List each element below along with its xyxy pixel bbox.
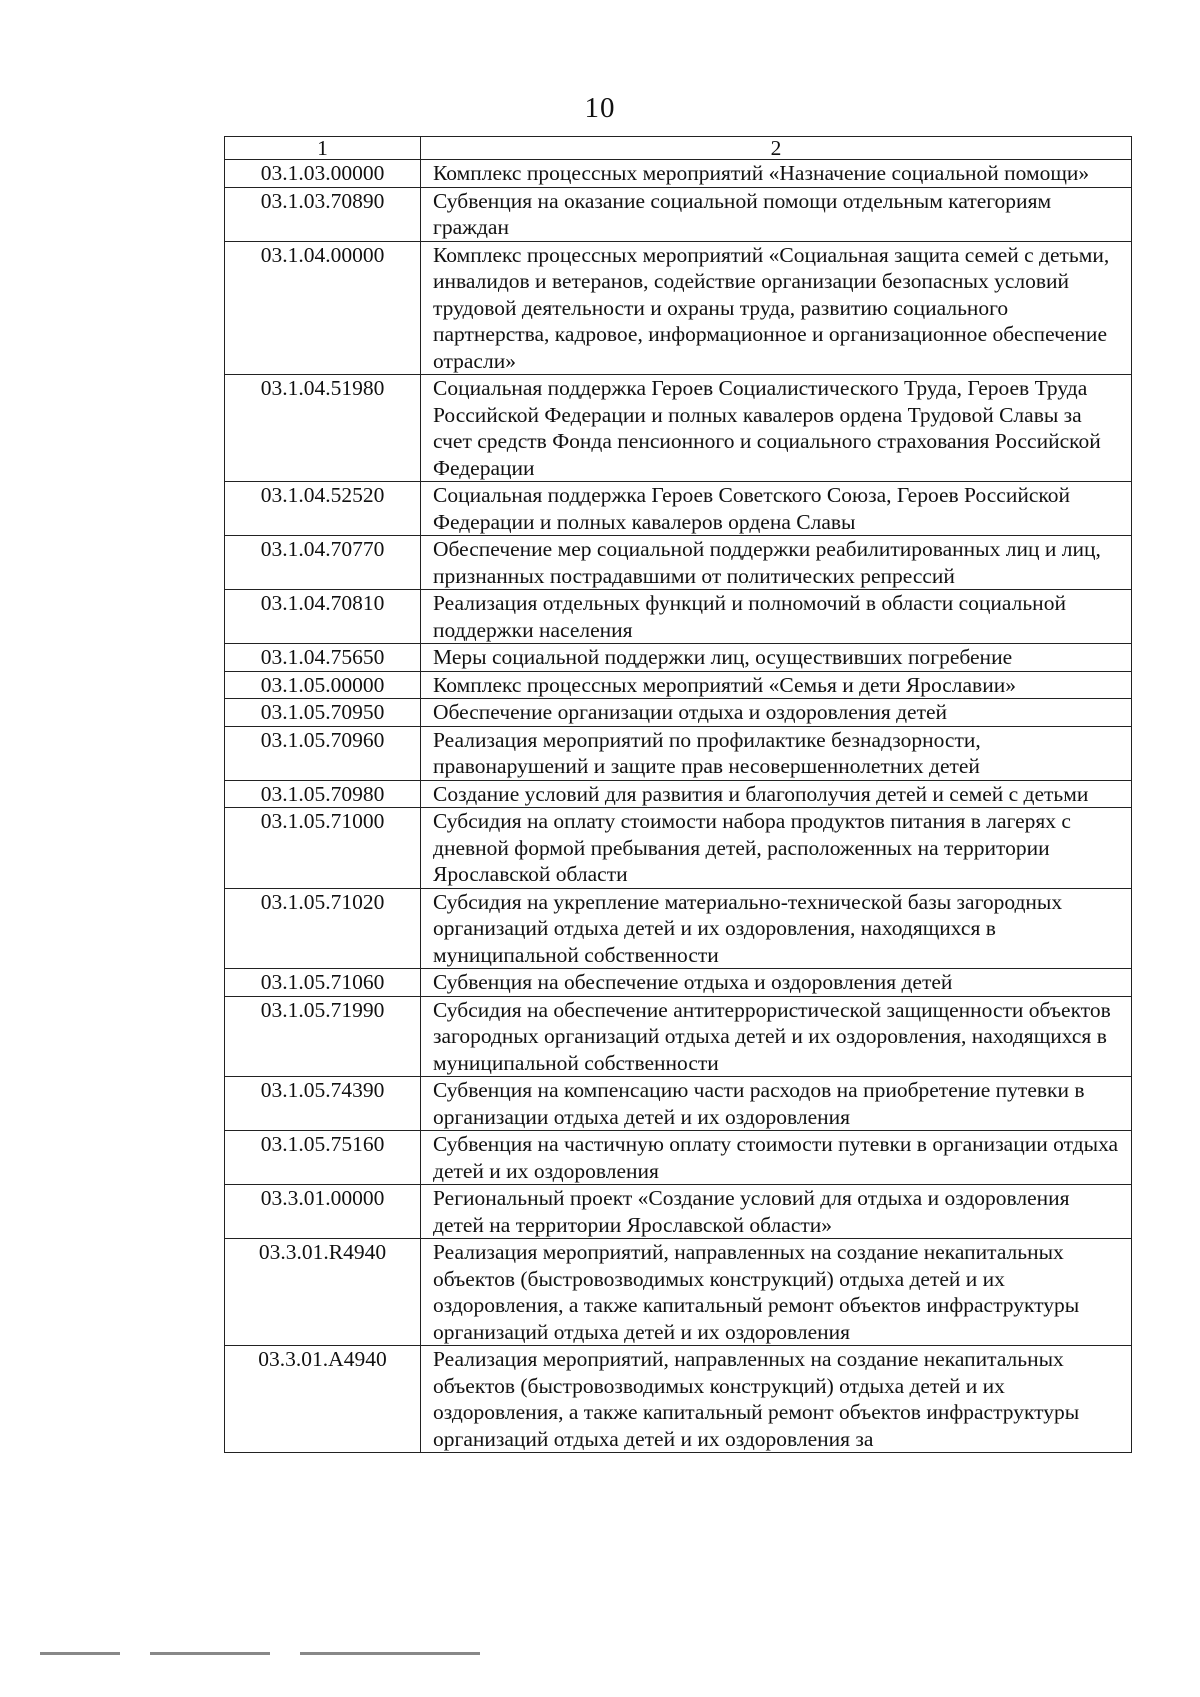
row-code: 03.1.03.70890 bbox=[225, 187, 421, 241]
table-row bbox=[225, 780, 1132, 808]
table-body bbox=[225, 160, 1132, 1453]
table-row bbox=[225, 888, 1132, 969]
table-row bbox=[225, 1239, 1132, 1346]
row-description: Социальная поддержка Героев Советского Союза, Героев Российской Федерации и полных кавалеров ордена Славы bbox=[421, 482, 1132, 536]
row-code: 03.1.04.70810 bbox=[225, 590, 421, 644]
row-code: 03.1.05.71020 bbox=[225, 888, 421, 969]
column-header-description: 2 bbox=[421, 137, 1132, 160]
table-header-row bbox=[225, 137, 1132, 160]
row-code: 03.3.01.A4940 bbox=[225, 1346, 421, 1453]
row-description: Реализация мероприятий, направленных на создание некапитальных объектов (быстровозводимых конструкций) отдыха детей и их оздоровления, а также капитальный ремонт объектов инфраструктуры организаций отдыха детей и их оздоровления bbox=[421, 1239, 1132, 1346]
row-description: Субсидия на укрепление материально-технической базы загородных организаций отдыха детей и их оздоровления, находящихся в муниципальной собственности bbox=[421, 888, 1132, 969]
table-row bbox=[225, 969, 1132, 997]
row-description: Создание условий для развития и благополучия детей и семей с детьми bbox=[421, 780, 1132, 808]
table-row bbox=[225, 671, 1132, 699]
table-row bbox=[225, 644, 1132, 672]
table-row bbox=[225, 590, 1132, 644]
row-code: 03.1.05.70960 bbox=[225, 726, 421, 780]
budget-codes-table bbox=[224, 136, 1132, 1453]
row-description: Обеспечение мер социальной поддержки реабилитированных лиц и лиц, признанных пострадавшими от политических репрессий bbox=[421, 536, 1132, 590]
row-description: Социальная поддержка Героев Социалистического Труда, Героев Труда Российской Федерации и полных кавалеров ордена Трудовой Славы за счет средств Фонда пенсионного и социального страхования Российской Федерации bbox=[421, 375, 1132, 482]
row-description: Комплекс процессных мероприятий «Социальная защита семей с детьми, инвалидов и ветеранов, содействие организации безопасных условий трудовой деятельности и охраны труда, развитию социального партнерства, кадровое, информационное и организационное обеспечение отрасли» bbox=[421, 241, 1132, 375]
row-description: Субвенция на частичную оплату стоимости путевки в организации отдыха детей и их оздоровления bbox=[421, 1131, 1132, 1185]
row-code: 03.1.05.00000 bbox=[225, 671, 421, 699]
row-code: 03.1.05.74390 bbox=[225, 1077, 421, 1131]
table-row bbox=[225, 241, 1132, 375]
row-code: 03.1.05.75160 bbox=[225, 1131, 421, 1185]
row-code: 03.3.01.R4940 bbox=[225, 1239, 421, 1346]
row-description: Субсидия на оплату стоимости набора продуктов питания в лагерях с дневной формой пребывания детей, расположенных на территории Ярославской области bbox=[421, 808, 1132, 889]
column-header-code: 1 bbox=[225, 137, 421, 160]
row-description: Комплекс процессных мероприятий «Семья и дети Ярославии» bbox=[421, 671, 1132, 699]
row-description: Региональный проект «Создание условий для отдыха и оздоровления детей на территории Ярославской области» bbox=[421, 1185, 1132, 1239]
row-description: Реализация отдельных функций и полномочий в области социальной поддержки населения bbox=[421, 590, 1132, 644]
table-row bbox=[225, 1346, 1132, 1453]
row-code: 03.3.01.00000 bbox=[225, 1185, 421, 1239]
page-number: 10 bbox=[584, 92, 616, 124]
row-code: 03.1.03.00000 bbox=[225, 160, 421, 188]
row-description: Обеспечение организации отдыха и оздоровления детей bbox=[421, 699, 1132, 727]
table-row bbox=[225, 808, 1132, 889]
row-description: Меры социальной поддержки лиц, осуществивших погребение bbox=[421, 644, 1132, 672]
row-description: Комплекс процессных мероприятий «Назначение социальной помощи» bbox=[421, 160, 1132, 188]
row-code: 03.1.05.70980 bbox=[225, 780, 421, 808]
table-row bbox=[225, 187, 1132, 241]
row-description: Субвенция на компенсацию части расходов на приобретение путевки в организации отдыха детей и их оздоровления bbox=[421, 1077, 1132, 1131]
row-code: 03.1.05.71000 bbox=[225, 808, 421, 889]
row-code: 03.1.04.70770 bbox=[225, 536, 421, 590]
row-code: 03.1.04.51980 bbox=[225, 375, 421, 482]
row-code: 03.1.04.52520 bbox=[225, 482, 421, 536]
table-row bbox=[225, 1131, 1132, 1185]
table-row bbox=[225, 996, 1132, 1077]
row-description: Субвенция на оказание социальной помощи отдельным категориям граждан bbox=[421, 187, 1132, 241]
table-row bbox=[225, 1185, 1132, 1239]
scan-artifact bbox=[40, 1652, 120, 1655]
row-code: 03.1.05.71060 bbox=[225, 969, 421, 997]
row-description: Субвенция на обеспечение отдыха и оздоровления детей bbox=[421, 969, 1132, 997]
row-code: 03.1.04.00000 bbox=[225, 241, 421, 375]
table-row bbox=[225, 482, 1132, 536]
row-code: 03.1.05.70950 bbox=[225, 699, 421, 727]
table-row bbox=[225, 160, 1132, 188]
table-row bbox=[225, 699, 1132, 727]
table-row bbox=[225, 726, 1132, 780]
table-row bbox=[225, 375, 1132, 482]
scan-artifact bbox=[150, 1652, 270, 1655]
row-description: Реализация мероприятий по профилактике безнадзорности, правонарушений и защите прав несовершеннолетних детей bbox=[421, 726, 1132, 780]
table-row bbox=[225, 536, 1132, 590]
row-description: Реализация мероприятий, направленных на создание некапитальных объектов (быстровозводимых конструкций) отдыха детей и их оздоровления, а также капитальный ремонт объектов инфраструктуры организаций отдыха детей и их оздоровления за bbox=[421, 1346, 1132, 1453]
row-description: Субсидия на обеспечение антитеррористической защищенности объектов загородных организаций отдыха детей и их оздоровления, находящихся в муниципальной собственности bbox=[421, 996, 1132, 1077]
table-row bbox=[225, 1077, 1132, 1131]
row-code: 03.1.04.75650 bbox=[225, 644, 421, 672]
row-code: 03.1.05.71990 bbox=[225, 996, 421, 1077]
scan-artifact bbox=[300, 1652, 480, 1655]
